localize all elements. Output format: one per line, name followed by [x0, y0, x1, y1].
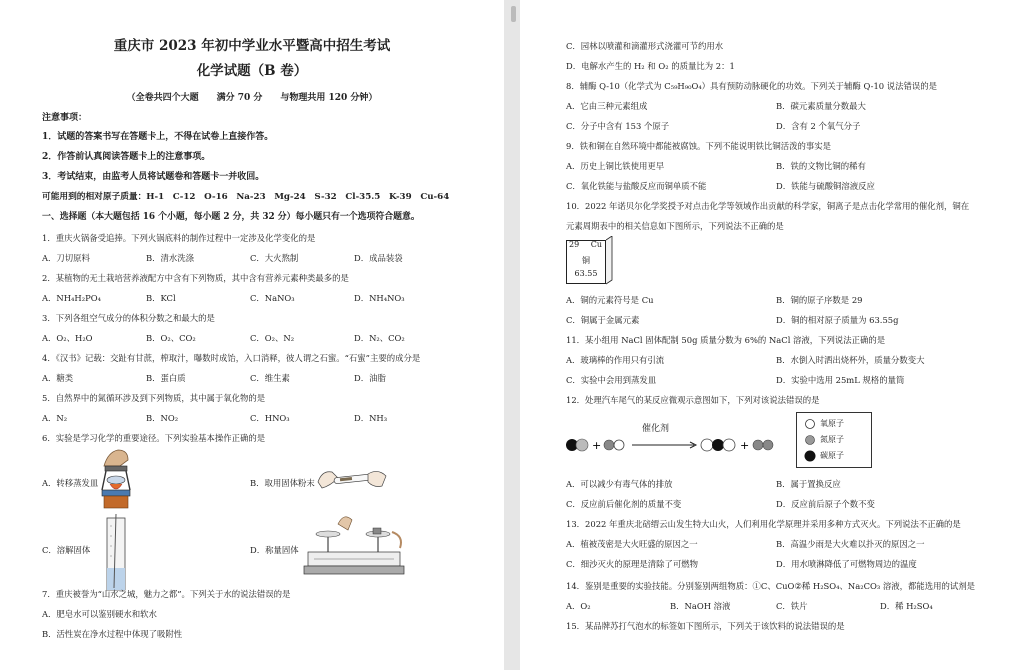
q1-stem: 1．重庆火锅备受追捧。下列火锅底料的制作过程中一定涉及化学变化的是 [42, 233, 316, 243]
q15-stem: 15．某品牌苏打气泡水的标签如下图所示，下列关于该饮料的说法错误的是 [566, 621, 845, 631]
q10-stem-line-1: 10．2022 年诺贝尔化学奖授予对点击化学等领域作出贡献的科学家，铜离子是点击化学常用的催化剂，铜在 [566, 201, 970, 211]
q13-stem: 13．2022 年重庆北碚缙云山发生特大山火，人们利用化学原理并采用多种方式灭火。下列说法不正确的是 [566, 519, 961, 529]
atomic-mass: 63.55 [574, 269, 598, 278]
q14-option-c[interactable]: C．铁片 [776, 601, 808, 611]
weigh-solid-image [300, 512, 410, 586]
q10-option-c[interactable]: C．铜属于金属元素 [566, 315, 640, 325]
q8-option-d[interactable]: D．含有 2 个氧气分子 [776, 121, 861, 131]
q9-stem: 9．铁和铜在自然环境中都能被腐蚀。下列不能说明铁比铜活泼的事实是 [566, 141, 831, 151]
q14-stem: 14．鉴别是重要的实验技能。分别鉴别两组物质：①C、CuO②稀 H₂SO₄、Na₂CO₃ 溶液，都能选用的试剂是 [566, 581, 975, 591]
exam-subject: 化学试题（B 卷） [196, 63, 308, 79]
atomic-masses: 可能用到的相对原子质量：H-1 C-12 O-16 Na-23 Mg-24 S-32 Cl-35.5 K-39 Cu-64 [42, 192, 450, 202]
element-name: 铜 [582, 256, 590, 265]
q3-option-d[interactable]: D．N₂、CO₂ [354, 333, 405, 343]
q5-option-b[interactable]: B．NO₂ [146, 413, 179, 423]
q13-option-b[interactable]: B．高温少雨是大火难以扑灭的原因之一 [776, 539, 925, 549]
q8-option-b[interactable]: B．碳元素质量分数最大 [776, 101, 866, 111]
notice-heading: 注意事项： [42, 113, 88, 123]
q2-stem: 2．某植物的无土栽培营养液配方中含有下列物质，其中含有营养元素种类最多的是 [42, 273, 349, 283]
q12-option-c[interactable]: C．反应前后催化剂的质量不变 [566, 499, 682, 509]
left-page [0, 0, 504, 670]
periodic-table-cell [566, 240, 606, 284]
q3-option-a[interactable]: A．O₂、H₂O [42, 333, 93, 343]
legend-oxygen: 氧原子 [820, 419, 844, 428]
q5-stem: 5．自然界中的氮循环涉及到下列物质，其中属于氧化物的是 [42, 393, 266, 403]
q6-option-c[interactable]: C．溶解固体 [42, 545, 91, 555]
q8-stem: 8．辅酶 Q-10（化学式为 C₅₉H₉₀O₄）具有预防动脉硬化的功效。下列关于辅酶 Q-10 说法错误的是 [566, 81, 938, 91]
atomic-number: 29 [569, 240, 580, 249]
q9-option-c[interactable]: C．氧化铁能与盐酸反应而铜单质不能 [566, 181, 707, 191]
q14-option-a[interactable]: A．O₂ [566, 601, 591, 611]
q14-option-b[interactable]: B．NaOH 溶液 [670, 601, 731, 611]
q10-option-a[interactable]: A．铜的元素符号是 Cu [566, 295, 654, 305]
q8-option-c[interactable]: C．分子中含有 153 个原子 [566, 121, 670, 131]
q4-option-c[interactable]: C．维生素 [250, 373, 290, 383]
q11-stem: 11．某小组用 NaCl 固体配制 50g 质量分数为 6%的 NaCl 溶液，下列说法正确的是 [566, 335, 886, 345]
q10-option-d[interactable]: D．铜的相对原子质量为 63.55g [776, 315, 899, 325]
q7-option-a[interactable]: A．肥皂水可以鉴别硬水和软水 [42, 609, 157, 619]
q7-option-b[interactable]: B．活性炭在净水过程中体现了吸附性 [42, 629, 183, 639]
q12-option-b[interactable]: B．属于置换反应 [776, 479, 841, 489]
q11-option-d[interactable]: D．实验中选用 25mL 规格的量筒 [776, 375, 905, 385]
q1-option-b[interactable]: B．清水洗涤 [146, 253, 195, 263]
notice-1: 1．试题的答案书写在答题卡上，不得在试卷上直接作答。 [42, 132, 274, 142]
reaction-diagram [564, 430, 804, 460]
catalyst-label: 催化剂 [642, 424, 670, 434]
q4-option-b[interactable]: B．蛋白质 [146, 373, 186, 383]
take-solid-powder-image [316, 462, 388, 496]
q6-stem: 6．实验是学习化学的重要途径。下列实验基本操作正确的是 [42, 433, 266, 443]
q13-option-c[interactable]: C．细沙灭火的原理是清除了可燃物 [566, 559, 699, 569]
legend-symbols [802, 416, 822, 466]
q5-option-d[interactable]: D．NH₃ [354, 413, 388, 423]
q5-option-a[interactable]: A．N₂ [42, 413, 68, 423]
q12-option-d[interactable]: D．反应前后原子个数不变 [776, 499, 875, 509]
cell-3d-edge [606, 236, 614, 286]
q13-option-d[interactable]: D．用水喷淋降低了可燃物周边的温度 [776, 559, 917, 569]
q13-option-a[interactable]: A．植被茂密是大火旺盛的原因之一 [566, 539, 698, 549]
q12-stem: 12．处理汽车尾气的某反应微观示意图如下，下列对该说法错误的是 [566, 395, 820, 405]
q2-option-b[interactable]: B．KCl [146, 293, 176, 303]
q11-option-b[interactable]: B．水倒入时洒出烧杯外，质量分数变大 [776, 355, 925, 365]
q7-option-d[interactable]: D．电解水产生的 H₂ 和 O₂ 的质量比为 2：1 [566, 61, 735, 71]
page-gutter [504, 0, 520, 670]
q10-stem-line-2: 元素周期表中的相关信息如下图所示，下列说法不正确的是 [566, 221, 784, 231]
q6-option-a[interactable]: A．转移蒸发皿 [42, 478, 99, 488]
q8-option-a[interactable]: A．它由三种元素组成 [566, 101, 648, 111]
exam-title: 重庆市 2023 年初中学业水平暨高中招生考试 [113, 38, 391, 54]
notice-2: 2．作答前认真阅读答题卡上的注意事项。 [42, 152, 211, 162]
q3-option-c[interactable]: C．O₂、N₂ [250, 333, 295, 343]
q7-stem: 7．重庆被誉为“山水之城，魅力之都”。下列关于水的说法错误的是 [42, 589, 291, 599]
svg-text:+: + [740, 439, 750, 452]
q10-option-b[interactable]: B．铜的原子序数是 29 [776, 295, 863, 305]
q14-option-d[interactable]: D．稀 H₂SO₄ [880, 601, 933, 611]
q12-option-a[interactable]: A．可以减少有毒气体的排放 [566, 479, 673, 489]
q2-option-a[interactable]: A．NH₄H₂PO₄ [42, 293, 101, 303]
transfer-evaporating-dish-image [98, 448, 134, 512]
q11-option-c[interactable]: C．实验中会用到蒸发皿 [566, 375, 657, 385]
q2-option-c[interactable]: C．NaNO₃ [250, 293, 295, 303]
q6-option-b[interactable]: B．取用固体粉末 [250, 478, 315, 488]
notice-3: 3．考试结束，由监考人员将试题卷和答题卡一并收回。 [42, 172, 265, 182]
q9-option-d[interactable]: D．铁能与硫酸铜溶液反应 [776, 181, 875, 191]
q4-option-d[interactable]: D．油脂 [354, 373, 386, 383]
q3-stem: 3．下列各组空气成分的体积分数之和最大的是 [42, 313, 215, 323]
element-symbol: Cu [590, 240, 602, 249]
right-page [520, 0, 1024, 670]
q4-option-a[interactable]: A．糖类 [42, 373, 74, 383]
q7-option-c[interactable]: C．园林以喷灌和滴灌形式浇灌可节约用水 [566, 41, 724, 51]
q1-option-d[interactable]: D．成品装袋 [354, 253, 403, 263]
q1-option-a[interactable]: A．刀切原料 [42, 253, 90, 263]
q6-option-d[interactable]: D．称量固体 [250, 545, 299, 555]
exam-info: （全卷共四个大题 满分 70 分 与物理共用 120 分钟） [126, 93, 378, 103]
svg-text:+: + [592, 439, 602, 452]
legend-carbon: 碳原子 [820, 451, 844, 460]
legend-nitrogen: 氮原子 [820, 435, 844, 444]
q5-option-c[interactable]: C．HNO₃ [250, 413, 290, 423]
q9-option-a[interactable]: A．历史上铜比铁使用更早 [566, 161, 665, 171]
dissolve-solid-image [96, 514, 136, 592]
q9-option-b[interactable]: B．铁的文物比铜的稀有 [776, 161, 866, 171]
q3-option-b[interactable]: B．O₂、CO₂ [146, 333, 196, 343]
q1-option-c[interactable]: C．大火熬制 [250, 253, 299, 263]
q11-option-a[interactable]: A．玻璃棒的作用只有引流 [566, 355, 665, 365]
section-1-heading: 一、选择题（本大题包括 16 个小题，每小题 2 分，共 32 分）每小题只有一个选项符合题意。 [42, 212, 420, 222]
q4-stem: 4．《汉书》记载：交趾有甘蔗，榨取汁，曝数时成饴，入口消释，彼人谓之石蜜。“石蜜”主要的成分是 [42, 353, 421, 363]
q2-option-d[interactable]: D．NH₄NO₃ [354, 293, 405, 303]
